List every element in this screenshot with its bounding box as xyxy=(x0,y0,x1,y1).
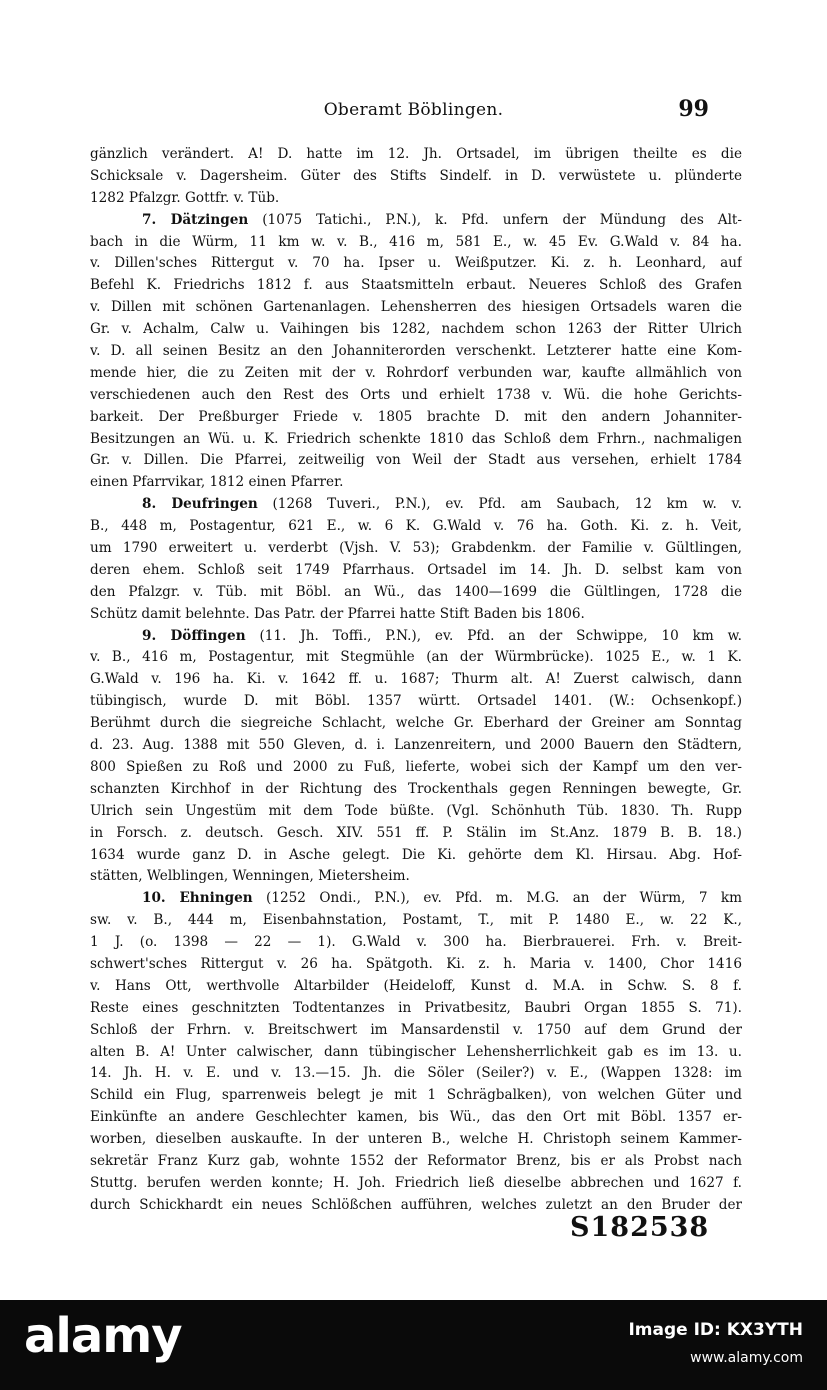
text-line: einen Pfarrvikar, 1812 einen Pfarrer. xyxy=(90,474,344,491)
entry-heading-line: 8. Deufringen (1268 Tuveri., P.N.), ev. Pfd. am Saubach, 12 km w. v. xyxy=(142,496,742,513)
text-line: Schild ein Flug, sparrenweis belegt je mit 1 Schrägbalken), von welchen Güter und xyxy=(90,1087,742,1104)
text-line: Befehl K. Friedrichs 1812 f. aus Staatsmitteln erbaut. Neueres Schloß des Grafen xyxy=(90,277,742,294)
text-line: den Pfalzgr. v. Tüb. mit Böbl. an Wü., das 1400—1699 die Gültlingen, 1728 die xyxy=(90,583,742,600)
watermark-image-id: Image ID: KX3YTH xyxy=(628,1320,803,1340)
text-line: schwert'sches Rittergut v. 26 ha. Spätgoth. Ki. z. h. Maria v. 1400, Chor 1416 xyxy=(90,955,742,972)
entry-place-name: 9. Döffingen xyxy=(142,627,246,644)
text-line: gänzlich verändert. A! D. hatte im 12. Jh. Ortsadel, im übrigen theilte es die xyxy=(90,146,742,162)
text-line: 1 J. (o. 1398 — 22 — 1). G.Wald v. 300 ha. Bierbrauerei. Frh. v. Breit- xyxy=(90,934,742,951)
text-line: bach in die Würm, 11 km w. v. B., 416 m, 581 E., w. 45 Ev. G.Wald v. 84 ha. xyxy=(90,233,742,250)
text-line: Ulrich sein Ungestüm mit dem Tode büßte. (Vgl. Schönhuth Tüb. 1830. Th. Rupp xyxy=(90,802,742,819)
text-line: Stuttg. berufen werden konnte; H. Joh. Friedrich ließ dieselbe abbrechen und 1627 f. xyxy=(90,1174,742,1191)
entry-place-name: 8. Deufringen xyxy=(142,496,258,513)
text-line: v. Dillen'sches Rittergut v. 70 ha. Ipser u. Weißputzer. Ki. z. h. Leonhard, auf xyxy=(90,255,742,272)
text-line: v. D. all seinen Besitz an den Johanniterorden verschenkt. Letzterer hatte eine Kom- xyxy=(90,343,742,360)
entry-heading-line: 9. Döffingen (11. Jh. Toffi., P.N.), ev. Pfd. an der Schwippe, 10 km w. xyxy=(142,627,742,644)
library-stamp-code: S182538 xyxy=(570,1212,710,1243)
text-line: B., 448 m, Postagentur, 621 E., w. 6 K. G.Wald v. 76 ha. Goth. Ki. z. h. Veit, xyxy=(90,518,742,535)
text-line: Berühmt durch die siegreiche Schlacht, welche Gr. Eberhard der Greiner am Sonntag xyxy=(90,715,742,732)
text-line: Einkünfte an andere Geschlechter kamen, bis Wü., das den Ort mit Böbl. 1357 er- xyxy=(90,1109,742,1126)
entry-heading-line: 10. Ehningen (1252 Ondi., P.N.), ev. Pfd. m. M.G. an der Würm, 7 km xyxy=(142,890,742,907)
text-line: Schloß der Frhrn. v. Breitschwert im Mansardenstil v. 1750 auf dem Grund der xyxy=(90,1021,742,1038)
text-line: stätten, Welblingen, Wenningen, Mietersheim. xyxy=(90,868,410,885)
entry-place-name: 10. Ehningen xyxy=(142,890,253,907)
text-line: 1282 Pfalzgr. Gottfr. v. Tüb. xyxy=(90,189,280,206)
text-line: 1634 wurde ganz D. in Asche gelegt. Die Ki. gehörte dem Kl. Hirsau. Abg. Hof- xyxy=(90,846,742,863)
text-line: Reste eines geschnitzten Todtentanzes in Privatbesitz, Baubri Organ 1855 S. 71). xyxy=(90,999,742,1016)
text-line: v. Hans Ott, werthvolle Altarbilder (Heideloff, Kunst d. M.A. in Schw. S. 8 f. xyxy=(90,977,742,994)
text-line: barkeit. Der Preßburger Friede v. 1805 brachte D. mit den andern Johanniter- xyxy=(90,408,742,425)
text-line: schanzten Kirchhof in der Richtung des Trockenthals gegen Renningen bewegte, Gr. xyxy=(90,780,742,797)
text-line: 14. Jh. H. v. E. und v. 13.—15. Jh. die Söler (Seiler?) v. E., (Wappen 1328: im xyxy=(90,1065,742,1082)
text-line: Schütz damit belehnte. Das Patr. der Pfarrei hatte Stift Baden bis 1806. xyxy=(90,605,585,622)
text-line: Schicksale v. Dagersheim. Güter des Stifts Sindelf. in D. verwüstete u. plünderte xyxy=(90,167,742,184)
text-line: deren ehem. Schloß seit 1749 Pfarrhaus. Ortsadel im 14. Jh. D. selbst kam von xyxy=(90,561,742,578)
text-line: 800 Spießen zu Roß und 2000 zu Fuß, lieferte, wobei sich der Kampf um den ver- xyxy=(90,758,742,775)
text-line: in Forsch. z. deutsch. Gesch. XIV. 551 ff. P. Stälin im St.Anz. 1879 B. B. 18.) xyxy=(90,824,742,841)
text-line: sekretär Franz Kurz gab, wohnte 1552 der Reformator Brenz, bis er als Probst nach xyxy=(90,1152,742,1169)
entry-heading-line: 7. Dätzingen (1075 Tatichi., P.N.), k. Pfd. unfern der Mündung des Alt- xyxy=(142,211,742,228)
watermark-logo: alamy xyxy=(24,1308,182,1364)
text-line: Gr. v. Achalm, Calw u. Vaihingen bis 1282, nachdem schon 1263 der Ritter Ulrich xyxy=(90,321,742,338)
text-line: um 1790 erweitert u. verderbt (Vjsh. V. 53); Grabdenkm. der Familie v. Gültlingen, xyxy=(90,540,742,557)
text-line: tübingisch, wurde D. mit Böbl. 1357 württ. Ortsadel 1401. (W.: Ochsenkopf.) xyxy=(90,693,742,710)
text-line: durch Schickhardt ein neues Schlößchen aufführen, welches zuletzt an den Bruder der xyxy=(90,1196,742,1213)
watermark-url: www.alamy.com xyxy=(690,1350,803,1366)
text-line: G.Wald v. 196 ha. Ki. v. 1642 ff. u. 1687; Thurm alt. A! Zuerst calwisch, dann xyxy=(90,671,742,688)
text-line: alten B. A! Unter calwischer, dann tübingischer Lehensherrlichkeit gab es im 13. u. xyxy=(90,1043,742,1060)
text-line: v. B., 416 m, Postagentur, mit Stegmühle (an der Würmbrücke). 1025 E., w. 1 K. xyxy=(90,649,742,666)
watermark-bar xyxy=(0,1300,827,1390)
text-line: d. 23. Aug. 1388 mit 550 Gleven, d. i. Lanzenreitern, und 2000 Bauern den Städtern, xyxy=(90,737,742,754)
entry-place-name: 7. Dätzingen xyxy=(142,211,249,228)
text-line: v. Dillen mit schönen Gartenanlagen. Lehensherren des hiesigen Ortsadels waren die xyxy=(90,299,742,316)
text-line: sw. v. B., 444 m, Eisenbahnstation, Postamt, T., mit P. 1480 E., w. 22 K., xyxy=(90,912,742,929)
text-line: verschiedenen auch den Rest des Orts und erhielt 1738 v. Wü. die hohe Gerichts- xyxy=(90,386,742,403)
text-line: Gr. v. Dillen. Die Pfarrei, zeitweilig von Weil der Stadt aus versehen, erhielt 1784 xyxy=(90,452,742,469)
text-line: worben, dieselben auskaufte. In der unteren B., welche H. Christoph seinem Kammer- xyxy=(90,1131,742,1148)
text-line: mende hier, die zu Zeiten mit der v. Rohrdorf verbunden war, kaufte allmählich von xyxy=(90,364,742,381)
body-text xyxy=(90,144,742,1217)
text-line: Besitzungen an Wü. u. K. Friedrich schenkte 1810 das Schloß dem Frhrn., nachmaligen xyxy=(90,430,742,447)
page-number: 99 xyxy=(678,96,709,122)
running-title: Oberamt Böblingen. xyxy=(323,100,504,120)
